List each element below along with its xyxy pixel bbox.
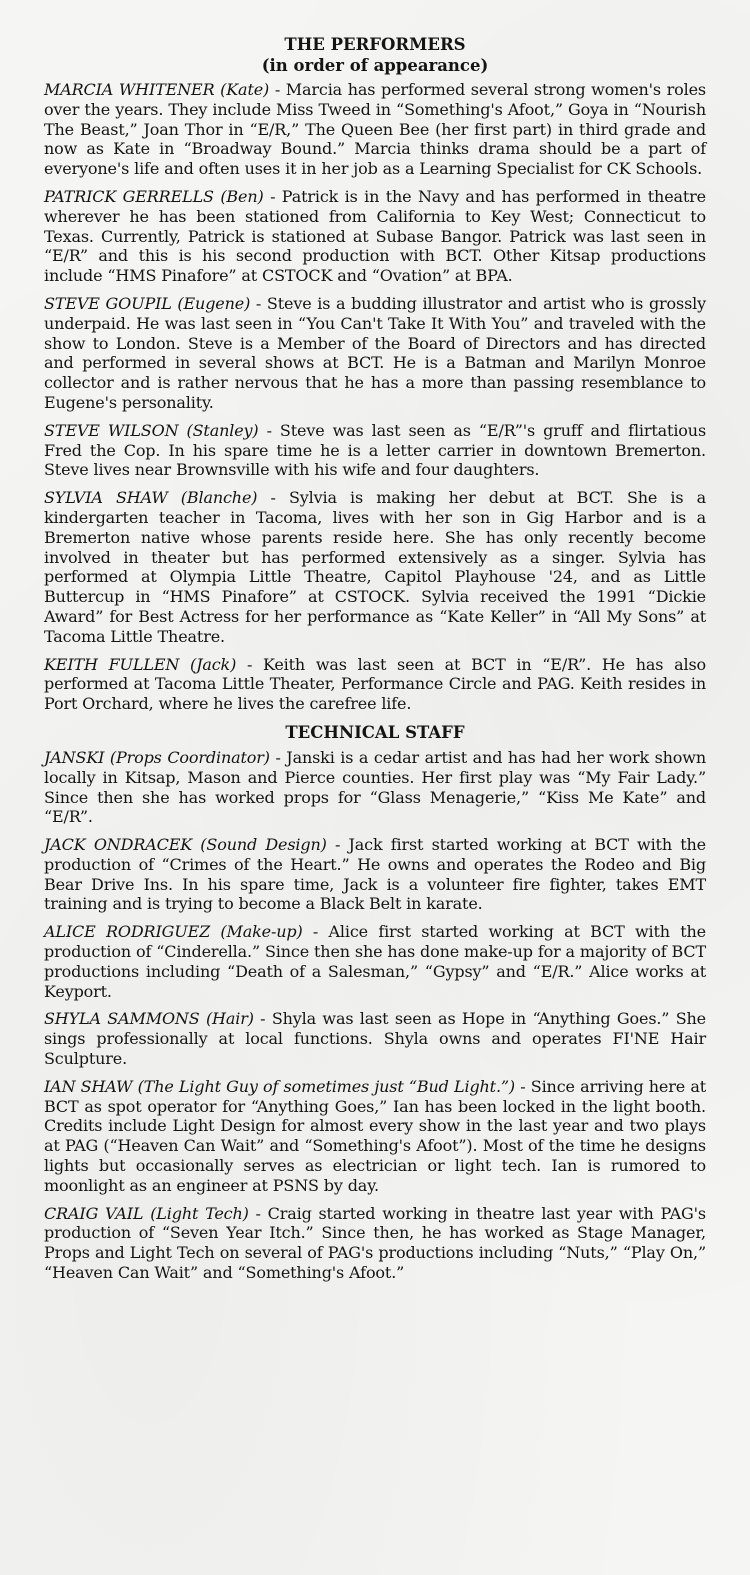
bio-keith-fullen bbox=[44, 655, 706, 714]
bio-steve-goupil bbox=[44, 294, 706, 413]
bio-ian-shaw bbox=[44, 1077, 706, 1196]
bio-text: - Marcia has performed several strong women's roles over the years. They include Miss Tweed in “Something's Afoot,” Goya in “Nourish The Beast,” Joan Thor in “E/R,” The Queen Bee (her first part) in third grade and now as Kate in “Broadway Bound.” Marcia thinks drama should be a part of everyone's life and often uses it in her job as a Learning Specialist for CK Schools. bbox=[44, 80, 706, 179]
performers-heading: THE PERFORMERS bbox=[284, 35, 466, 54]
bio-name: CRAIG VAIL (Light Tech) bbox=[44, 1203, 249, 1223]
bio-name: IAN SHAW (The Light Guy of sometimes just “Bud Light.”) bbox=[44, 1076, 516, 1096]
bio-jack-ondracek bbox=[44, 835, 706, 914]
bio-text: - Janski is a cedar artist and has had her work shown locally in Kitsap, Mason and Pierce counties. Her first play was “My Fair Lady.” Since then she has worked props for “Glass Menagerie,” “Kiss Me Kate” and “E/R”. bbox=[44, 747, 706, 827]
bio-name: SYLVIA SHAW (Blanche) bbox=[44, 488, 258, 508]
bio-craig-vail bbox=[44, 1204, 706, 1283]
bio-text: - Jack first started working at BCT with the production of “Crimes of the Heart.” He owns and operates the Rodeo and Big Bear Drive Ins. In his spare time, Jack is a volunteer fire fighter, takes EMT training and is trying to become a Black Belt in karate. bbox=[44, 835, 706, 914]
bio-name: PATRICK GERRELLS (Ben) bbox=[44, 186, 264, 206]
bio-text: - Craig started working in theatre last year with PAG's production of “Seven Year Itch.” Since then, he has worked as Stage Manager, Props and Light Tech on several of PAG's productions including “Nuts,” “Play On,” “Heaven Can Wait” and “Something's Afoot.” bbox=[44, 1203, 706, 1283]
bio-text: - Steve was last seen as “E/R”'s gruff and flirtatious Fred the Cop. In his spare time he is a letter carrier in downtown Bremerton. Steve lives near Brownsville with his wife and four daughters. bbox=[44, 420, 707, 480]
bio-name: STEVE WILSON (Stanley) bbox=[44, 420, 259, 440]
bio-sylvia-shaw bbox=[44, 488, 706, 646]
bio-shyla-sammons bbox=[44, 1009, 706, 1068]
bio-name: JACK ONDRACEK (Sound Design) bbox=[44, 835, 327, 855]
bio-name: ALICE RODRIGUEZ (Make-up) bbox=[44, 922, 303, 942]
bio-text: - Patrick is in the Navy and has performed in theatre wherever he has been stationed from California to Key West; Connecticut to Texas. Currently, Patrick is stationed at Subase Bangor. Patrick was last seen in “E/R” and this is his second production with BCT. Other Kitsap productions include “HMS Pinafore” at CSTOCK and “Ovation” at BPA. bbox=[44, 186, 706, 286]
bio-text: - Keith was last seen at BCT in “E/R”. He has also performed at Tacoma Little Theater, Performance Circle and PAG. Keith resides in Port Orchard, where he lives the carefree life. bbox=[44, 654, 706, 714]
bio-patrick-gerrells bbox=[44, 187, 706, 286]
performers-subheading: (in order of appearance) bbox=[261, 56, 489, 75]
bio-steve-wilson bbox=[44, 421, 706, 480]
bio-name: KEITH FULLEN (Jack) bbox=[44, 654, 237, 674]
bio-text: - Alice first started working at BCT with the production of “Cinderella.” Since then she has done make-up for a majority of BCT productions including “Death of a Salesman,” “Gypsy” and “E/R.” Alice works at Keyport. bbox=[44, 922, 706, 1001]
bio-text: - Sylvia is making her debut at BCT. She is a kindergarten teacher in Tacoma, lives with her son in Gig Harbor and is a Bremerton native whose parents reside here. She has only recently become involved in theater but has performed extensively as a singer. Sylvia has performed at Olympia Little Theatre, Capitol Playhouse '24, and as Little Buttercup in “HMS Pinafore” at CSTOCK. Sylvia received the 1991 “Dickie Award” for Best Actress for her performance as “Kate Keller” in “All My Sons” at Tacoma Little Theatre. bbox=[44, 488, 706, 646]
bio-name: MARCIA WHITENER (Kate) bbox=[44, 80, 270, 99]
bio-text: - Steve is a budding illustrator and artist who is grossly underpaid. He was last seen in “You Can't Take It With You” and traveled with the show to London. Steve is a Member of the Board of Directors and has directed and performed in several shows at BCT. He is a Batman and Marilyn Monroe collector and is rather nervous that he has a more than passing resemblance to Eugene's personality. bbox=[44, 293, 707, 412]
bio-name: JANSKI (Props Coordinator) bbox=[44, 747, 270, 767]
bio-name: STEVE GOUPIL (Eugene) bbox=[44, 293, 251, 313]
bio-name: SHYLA SAMMONS (Hair) bbox=[44, 1009, 254, 1029]
bio-alice-rodriguez bbox=[44, 922, 706, 1001]
bio-text: - Since arriving here at BCT as spot operator for “Anything Goes,” Ian has been locked in the light booth. Credits include Light Design for almost every show in the last year and two plays at PAG (“Heaven Can Wait” and “Something's Afoot”). Most of the time he designs lights but occasionally serves as electrician or light tech. Ian is rumored to moonlight as an engineer at PSNS by day. bbox=[44, 1076, 706, 1195]
bio-janski bbox=[44, 748, 706, 827]
bio-marcia-whitener bbox=[44, 80, 706, 179]
technical-staff-heading: TECHNICAL STAFF bbox=[285, 722, 465, 742]
bio-text: - Shyla was last seen as Hope in “Anything Goes.” She sings professionally at local functions. Shyla owns and operates FI'NE Hair Sculpture. bbox=[44, 1009, 706, 1069]
